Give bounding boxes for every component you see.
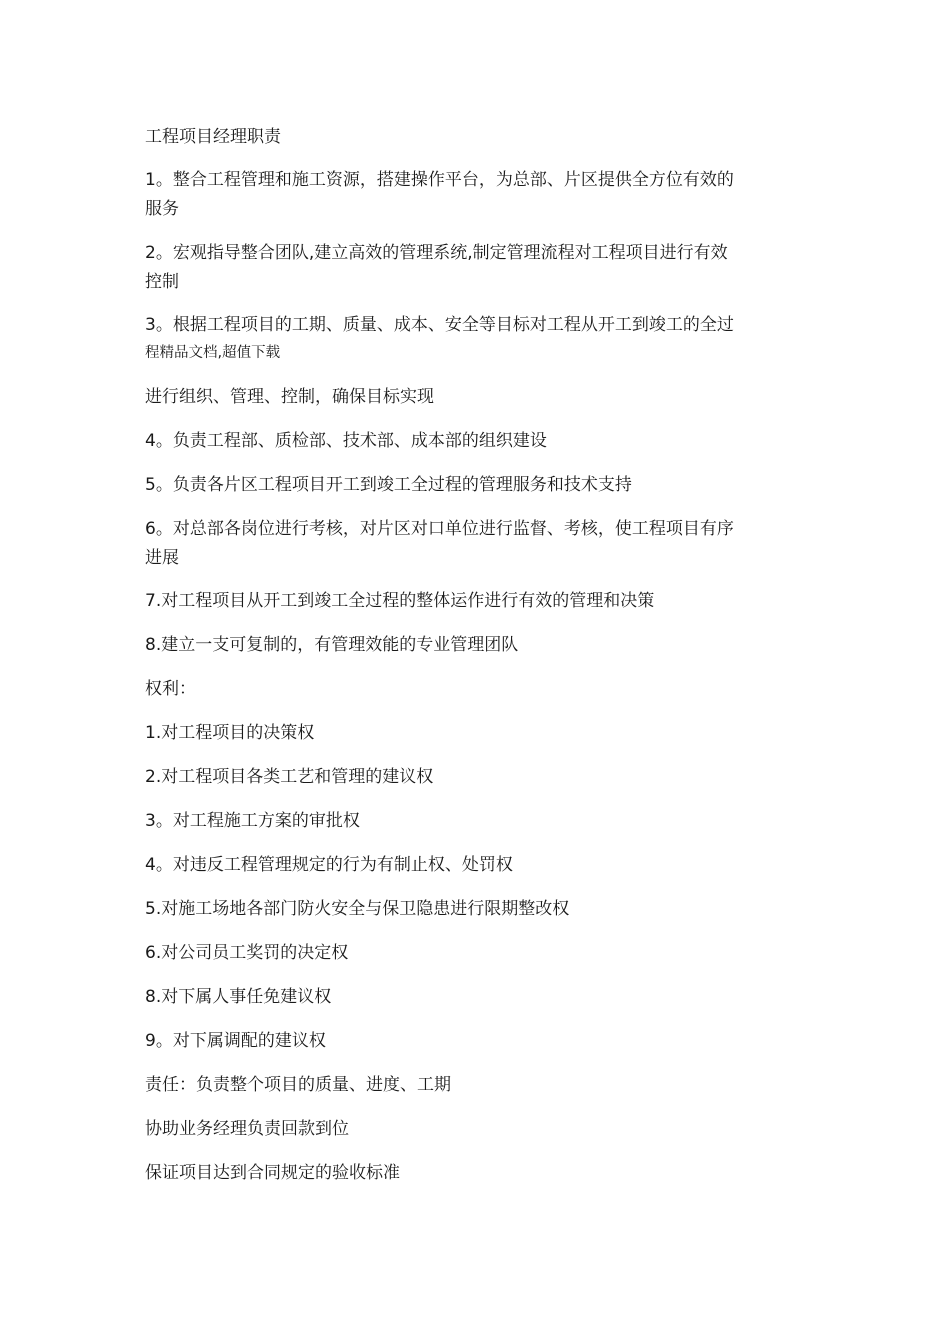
duty-3-continuation: 进行组织、管理、控制，确保目标实现 — [145, 387, 434, 407]
duty-6-line-2: 进展 — [145, 548, 179, 568]
rights-heading: 权利： — [145, 679, 196, 699]
duty-1-line-1: 1。整合工程管理和施工资源，搭建操作平台，为总部、片区提供全方位有效的 — [145, 170, 734, 190]
right-8: 8.对下属人事任免建议权 — [145, 987, 332, 1007]
right-6: 6.对公司员工奖罚的决定权 — [145, 943, 349, 963]
duty-5: 5。负责各片区工程项目开工到竣工全过程的管理服务和技术支持 — [145, 475, 632, 495]
responsibility-1: 责任：负责整个项目的质量、进度、工期 — [145, 1075, 451, 1095]
right-5: 5.对施工场地各部门防火安全与保卫隐患进行限期整改权 — [145, 899, 570, 919]
responsibility-2: 协助业务经理负责回款到位 — [145, 1119, 349, 1139]
duty-8: 8.建立一支可复制的，有管理效能的专业管理团队 — [145, 635, 519, 655]
duty-3-line-2: 程精品文档,超值下载 — [145, 345, 281, 361]
right-2: 2.对工程项目各类工艺和管理的建议权 — [145, 767, 434, 787]
duty-7: 7.对工程项目从开工到竣工全过程的整体运作进行有效的管理和决策 — [145, 591, 655, 611]
duty-4: 4。负责工程部、质检部、技术部、成本部的组织建设 — [145, 431, 547, 451]
responsibility-3: 保证项目达到合同规定的验收标准 — [145, 1163, 400, 1183]
right-3: 3。对工程施工方案的审批权 — [145, 811, 360, 831]
duty-2-line-1: 2。宏观指导整合团队,建立高效的管理系统,制定管理流程对工程项目进行有效 — [145, 243, 728, 263]
document-title: 工程项目经理职责 — [145, 127, 281, 147]
duty-3-line-1: 3。根据工程项目的工期、质量、成本、安全等目标对工程从开工到竣工的全过 — [145, 315, 734, 335]
right-4: 4。对违反工程管理规定的行为有制止权、处罚权 — [145, 855, 513, 875]
duty-1-line-2: 服务 — [145, 199, 179, 219]
right-9: 9。对下属调配的建议权 — [145, 1031, 326, 1051]
right-1: 1.对工程项目的决策权 — [145, 723, 315, 743]
duty-6-line-1: 6。对总部各岗位进行考核，对片区对口单位进行监督、考核，使工程项目有序 — [145, 519, 734, 539]
duty-2-line-2: 控制 — [145, 272, 179, 292]
